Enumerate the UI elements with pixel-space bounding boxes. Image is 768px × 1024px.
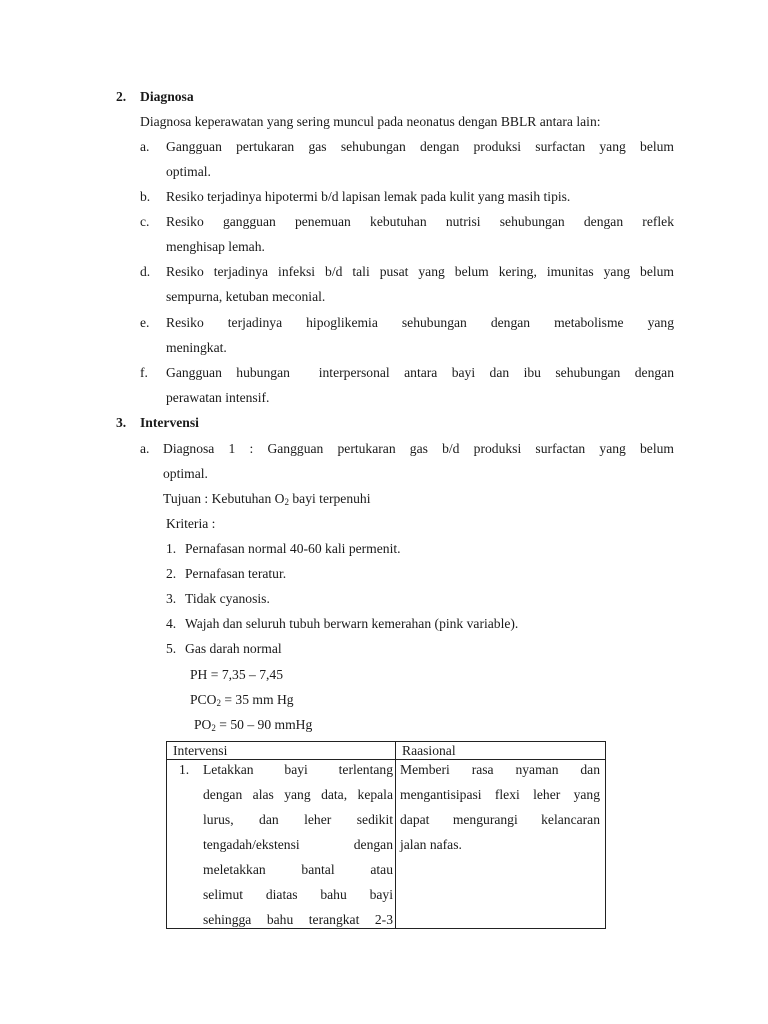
- kriteria-label: Kriteria :: [166, 516, 216, 531]
- intervensi-text-line: selimut diatas bahu bayi: [203, 887, 393, 902]
- po2-label: PO: [194, 717, 212, 732]
- diagnosa-letter-e: e.: [140, 315, 150, 330]
- section-2-number: 2.: [116, 89, 127, 104]
- diagnosa-c-line2: menghisap lemah.: [166, 239, 265, 254]
- kriteria-text-5: Gas darah normal: [185, 641, 282, 656]
- intervensi-a-line2: optimal.: [163, 466, 208, 481]
- rasional-text-line: dapat mengurangi kelancaran: [400, 812, 600, 827]
- rasional-text-line: jalan nafas.: [400, 837, 462, 852]
- gas-po2: [194, 717, 312, 733]
- po2-value: = 50 – 90 mmHg: [215, 717, 313, 732]
- diagnosa-f-line1: Gangguan hubungan interpersonal antara bayi dan ibu sehubungan dengan: [166, 365, 674, 380]
- rasional-text-line: Memberi rasa nyaman dan: [400, 762, 600, 777]
- diagnosa-letter-a: a.: [140, 139, 150, 154]
- diagnosa-e-line2: meningkat.: [166, 340, 227, 355]
- pco2-label: PCO: [190, 692, 217, 707]
- kriteria-text-1: Pernafasan normal 40-60 kali permenit.: [185, 541, 401, 556]
- intervensi-text-line: meletakkan bantal atau: [203, 862, 393, 877]
- table-header-rasional: Raasional: [396, 742, 606, 760]
- intervensi-text-line: sehingga bahu terangkat 2-3: [203, 912, 393, 927]
- diagnosa-b-line1: Resiko terjadinya hipotermi b/d lapisan lemak pada kulit yang masih tipis.: [166, 189, 571, 204]
- tujuan-prefix: Tujuan : Kebutuhan O: [163, 491, 285, 506]
- row-number: 1.: [179, 762, 190, 777]
- section-3-number: 3.: [116, 415, 127, 430]
- section-2-title: Diagnosa: [140, 89, 194, 104]
- gas-ph: PH = 7,35 – 7,45: [190, 667, 284, 682]
- diagnosa-d-line2: sempurna, ketuban meconial.: [166, 289, 326, 304]
- kriteria-text-4: Wajah dan seluruh tubuh berwarn kemerahan (pink variable).: [185, 616, 519, 631]
- diagnosa-c-line1: Resiko gangguan penemuan kebutuhan nutrisi sehubungan dengan reflek: [166, 214, 674, 229]
- table-cell-intervensi: [167, 760, 396, 929]
- diagnosa-f-line2: perawatan intensif.: [166, 390, 270, 405]
- pco2-subscript: 2: [216, 698, 221, 708]
- po2-subscript: 2: [211, 723, 216, 733]
- tujuan-line: [163, 491, 371, 507]
- table-row: [167, 760, 606, 929]
- intervensi-text-line: lurus, dan leher sedikit: [203, 812, 393, 827]
- table-header-row: [167, 742, 606, 760]
- tujuan-subscript: 2: [284, 497, 289, 507]
- intervensi-text-line: tengadah/ekstensi dengan: [203, 837, 393, 852]
- intervensi-text-line: dengan alas yang data, kepala: [203, 787, 393, 802]
- diagnosa-letter-d: d.: [140, 264, 151, 279]
- kriteria-text-3: Tidak cyanosis.: [185, 591, 270, 606]
- section-2-intro: Diagnosa keperawatan yang sering muncul pada neonatus dengan BBLR antara lain:: [140, 114, 601, 129]
- kriteria-num-4: 4.: [166, 616, 177, 631]
- diagnosa-d-line1: Resiko terjadinya infeksi b/d tali pusat yang belum kering, imunitas yang belum: [166, 264, 674, 279]
- kriteria-num-5: 5.: [166, 641, 177, 656]
- rasional-text-line: mengantisipasi flexi leher yang: [400, 787, 600, 802]
- diagnosa-letter-c: c.: [140, 214, 150, 229]
- intervensi-table: [166, 741, 606, 929]
- intervensi-a-line1: Diagnosa 1 : Gangguan pertukaran gas b/d produksi surfactan yang belum: [163, 441, 674, 456]
- kriteria-num-2: 2.: [166, 566, 177, 581]
- intervensi-text-line: Letakkan bayi terlentang: [203, 762, 393, 777]
- section-3-title: Intervensi: [140, 415, 199, 430]
- table-header-intervensi: Intervensi: [167, 742, 396, 760]
- intervensi-letter-a: a.: [140, 441, 150, 456]
- diagnosa-a-line2: optimal.: [166, 164, 211, 179]
- kriteria-text-2: Pernafasan teratur.: [185, 566, 287, 581]
- kriteria-num-1: 1.: [166, 541, 177, 556]
- diagnosa-letter-b: b.: [140, 189, 151, 204]
- pco2-value: = 35 mm Hg: [220, 692, 294, 707]
- table-cell-rasional: [396, 760, 606, 929]
- kriteria-num-3: 3.: [166, 591, 177, 606]
- diagnosa-letter-f: f.: [140, 365, 148, 380]
- gas-pco2: [190, 692, 294, 708]
- diagnosa-e-line1: Resiko terjadinya hipoglikemia sehubungan dengan metabolisme yang: [166, 315, 674, 330]
- tujuan-suffix: bayi terpenuhi: [288, 491, 371, 506]
- diagnosa-a-line1: Gangguan pertukaran gas sehubungan dengan produksi surfactan yang belum: [166, 139, 674, 154]
